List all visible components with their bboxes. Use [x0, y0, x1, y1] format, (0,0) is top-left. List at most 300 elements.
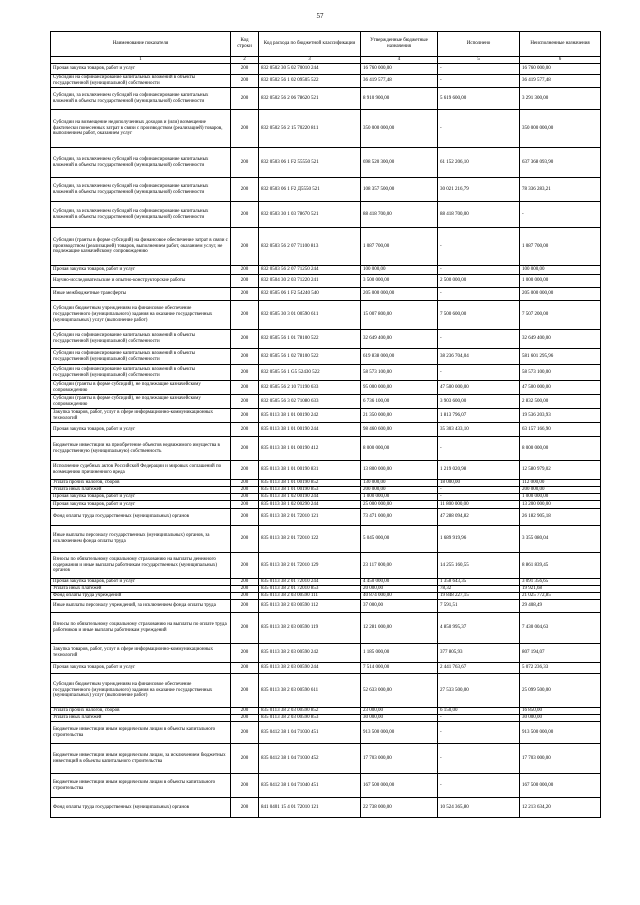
approved-amount-cell: 913 500 000,00 — [361, 722, 438, 744]
unexecuted-amount-cell: 32 649 400,00 — [520, 330, 601, 349]
indicator-name-cell: Субсидии (гранты в форме субсидий), не подлежащие казначейскому сопровождению — [51, 395, 231, 409]
indicator-name-cell: Фонд оплаты труда учреждений — [51, 593, 231, 600]
header-unexecuted: Неисполненные назначения — [520, 32, 601, 57]
indicator-name-cell: Субсидии, за исключением субсидий на софинансирование капитальных вложений в объекты государственной (муниципальной) собственности — [51, 178, 231, 202]
unexecuted-amount-cell: 21 025 772,85 — [520, 593, 601, 600]
line-code-cell: 200 — [231, 613, 259, 644]
table-row — [51, 579, 601, 586]
executed-amount-cell: 18 000,00 — [438, 480, 520, 487]
unexecuted-amount-cell: 3 355 080,04 — [520, 526, 601, 553]
table-row — [51, 349, 601, 365]
executed-amount-cell: 27 533 500,00 — [438, 674, 520, 708]
expense-code-cell: 832 0502 56 1 02 09505 522 — [259, 75, 361, 88]
line-code-cell: 200 — [231, 202, 259, 228]
line-code-cell: 200 — [231, 275, 259, 288]
executed-amount-cell: - — [438, 228, 520, 266]
line-code-cell: 200 — [231, 798, 259, 818]
executed-amount-cell: - — [438, 494, 520, 501]
line-code-cell: 200 — [231, 395, 259, 409]
table-row — [51, 64, 601, 75]
indicator-name-cell: Бюджетные инвестиции иным юридическим лицам, за исключением бюджетных инвестиций в объекты капитального строительства — [51, 744, 231, 774]
line-code-cell: 200 — [231, 266, 259, 275]
executed-amount-cell: 2 500 000,00 — [438, 275, 520, 288]
table-row — [51, 381, 601, 395]
table-row — [51, 423, 601, 437]
unexecuted-amount-cell: 7 507 200,00 — [520, 301, 601, 330]
table-row — [51, 586, 601, 593]
line-code-cell: 200 — [231, 674, 259, 708]
expense-code-cell: 835 0113 38 1 01 00190 242 — [259, 409, 361, 423]
table-row — [51, 330, 601, 349]
expense-code-cell: 835 0113 38 2 01 72010 853 — [259, 586, 361, 593]
executed-amount-cell: - — [438, 715, 520, 722]
executed-amount-cell: - — [438, 774, 520, 798]
table-row — [51, 228, 601, 266]
expense-code-cell: 832 0505 06 1 F2 54240 540 — [259, 288, 361, 301]
executed-amount-cell: 61 152 206,10 — [438, 148, 520, 178]
executed-amount-cell: - — [438, 365, 520, 381]
indicator-name-cell: Субсидии, за исключением субсидий на софинансирование капитальных вложений в объекты государственной (муниципальной) собственности — [51, 202, 231, 228]
line-code-cell: 200 — [231, 365, 259, 381]
indicator-name-cell: Уплата прочих налогов, сборов — [51, 480, 231, 487]
column-number: 3 — [259, 57, 361, 64]
unexecuted-amount-cell: 5 072 236,33 — [520, 663, 601, 674]
expense-code-cell: 835 0113 38 2 01 72010 244 — [259, 579, 361, 586]
column-number: 4 — [361, 57, 438, 64]
unexecuted-amount-cell: 2 832 500,00 — [520, 395, 601, 409]
expense-code-cell: 835 0113 38 2 03 00590 119 — [259, 613, 361, 644]
executed-amount-cell: 1 813 796,07 — [438, 409, 520, 423]
table-row — [51, 275, 601, 288]
line-code-cell: 200 — [231, 663, 259, 674]
expense-code-cell: 835 0113 38 2 03 00590 112 — [259, 600, 361, 613]
unexecuted-amount-cell: 58 573 100,00 — [520, 365, 601, 381]
indicator-name-cell: Прочая закупка товаров, работ и услуг — [51, 423, 231, 437]
approved-amount-cell: 17 703 000,00 — [361, 744, 438, 774]
approved-amount-cell: 167 500 000,00 — [361, 774, 438, 798]
unexecuted-amount-cell: 19 921,68 — [520, 586, 601, 593]
approved-amount-cell: 100 000,00 — [361, 266, 438, 275]
approved-amount-cell: 30 000,00 — [361, 715, 438, 722]
table-row — [51, 266, 601, 275]
approved-amount-cell: 1 087 700,00 — [361, 228, 438, 266]
unexecuted-amount-cell: 205 000 000,00 — [520, 288, 601, 301]
table-row — [51, 774, 601, 798]
table-row — [51, 644, 601, 663]
expense-code-cell: 832 0503 56 2 07 71100 813 — [259, 228, 361, 266]
approved-amount-cell: 200 000,00 — [361, 487, 438, 494]
unexecuted-amount-cell: 13 200 000,00 — [520, 501, 601, 509]
unexecuted-amount-cell: 29 408,49 — [520, 600, 601, 613]
approved-amount-cell: 22 738 000,00 — [361, 798, 438, 818]
expense-code-cell: 835 0113 38 1 02 00190 244 — [259, 494, 361, 501]
indicator-name-cell: Субсидии, за исключением субсидий на софинансирование капитальных вложений в объекты государственной (муниципальной) собственности — [51, 88, 231, 110]
indicator-name-cell: Иные выплаты персоналу учреждений, за исключением фонда оплаты труда — [51, 600, 231, 613]
header-executed: Исполнено — [438, 32, 520, 57]
indicator-name-cell: Уплата иных платежей — [51, 586, 231, 593]
indicator-name-cell: Субсидии (гранты в форме субсидий), не подлежащие казначейскому сопровождению — [51, 381, 231, 395]
unexecuted-amount-cell: 350 000 000,00 — [520, 110, 601, 148]
header-approved: Утвержденные бюджетные назначения — [361, 32, 438, 57]
line-code-cell: 200 — [231, 744, 259, 774]
expense-code-cell: 835 0113 38 1 01 00190 853 — [259, 487, 361, 494]
executed-amount-cell: - — [438, 722, 520, 744]
unexecuted-amount-cell: 16 850,00 — [520, 708, 601, 715]
expense-code-cell: 835 0113 38 2 01 72010 121 — [259, 509, 361, 526]
executed-amount-cell: 6 150,00 — [438, 708, 520, 715]
line-code-cell: 200 — [231, 553, 259, 579]
unexecuted-amount-cell: 913 500 000,00 — [520, 722, 601, 744]
approved-amount-cell: 95 000 000,00 — [361, 381, 438, 395]
unexecuted-amount-cell: 30 000,00 — [520, 715, 601, 722]
approved-amount-cell: 88 418 700,00 — [361, 202, 438, 228]
approved-amount-cell: 16 760 000,00 — [361, 64, 438, 75]
expense-code-cell: 835 0113 38 1 01 00190 852 — [259, 480, 361, 487]
indicator-name-cell: Иные межбюджетные трансферты — [51, 288, 231, 301]
table-row — [51, 674, 601, 708]
indicator-name-cell: Прочая закупка товаров, работ и услуг — [51, 579, 231, 586]
header-indicator-name: Наименование показателя — [51, 32, 231, 57]
indicator-name-cell: Научно-исследовательские и опытно-конструкторские работы — [51, 275, 231, 288]
table-row — [51, 75, 601, 88]
table-row — [51, 722, 601, 744]
approved-amount-cell: 52 633 000,00 — [361, 674, 438, 708]
indicator-name-cell: Исполнение судебных актов Российской Федерации и мировых соглашений по возмещению причиненного вреда — [51, 461, 231, 480]
unexecuted-amount-cell: 63 157 166,90 — [520, 423, 601, 437]
indicator-name-cell: Закупка товаров, работ, услуг в сфере информационно-коммуникационных технологий — [51, 409, 231, 423]
executed-amount-cell: 5 619 600,00 — [438, 88, 520, 110]
indicator-name-cell: Фонд оплаты труда государственных (муниципальных) органов — [51, 798, 231, 818]
line-code-cell: 200 — [231, 288, 259, 301]
approved-amount-cell: 37 000,00 — [361, 600, 438, 613]
line-code-cell: 200 — [231, 644, 259, 663]
unexecuted-amount-cell: 12 580 979,02 — [520, 461, 601, 480]
executed-amount-cell: 88 418 700,00 — [438, 202, 520, 228]
table-row — [51, 715, 601, 722]
unexecuted-amount-cell: 7 430 004,63 — [520, 613, 601, 644]
executed-amount-cell: 10 524 365,80 — [438, 798, 520, 818]
approved-amount-cell: 12 281 000,00 — [361, 613, 438, 644]
executed-amount-cell: - — [438, 266, 520, 275]
line-code-cell: 200 — [231, 708, 259, 715]
table-row — [51, 365, 601, 381]
unexecuted-amount-cell: 581 601 295,96 — [520, 349, 601, 365]
unexecuted-amount-cell: 100 000,00 — [520, 266, 601, 275]
approved-amount-cell: 4 450 000,00 — [361, 579, 438, 586]
indicator-name-cell: Бюджетные инвестиции иным юридическим лицам в объекты капитального строительства — [51, 722, 231, 744]
line-code-cell: 200 — [231, 423, 259, 437]
table-row — [51, 509, 601, 526]
table-header-row — [51, 32, 601, 57]
approved-amount-cell: 40 874 000,00 — [361, 593, 438, 600]
unexecuted-amount-cell: 637 368 093,90 — [520, 148, 601, 178]
line-code-cell: 200 — [231, 409, 259, 423]
executed-amount-cell: 14 255 160,55 — [438, 553, 520, 579]
indicator-name-cell: Уплата иных платежей — [51, 487, 231, 494]
indicator-name-cell: Субсидии, за исключением субсидий на софинансирование капитальных вложений в объекты государственной (муниципальной) собственности — [51, 148, 231, 178]
table-row — [51, 663, 601, 674]
budget-execution-table — [50, 31, 601, 818]
table-row — [51, 526, 601, 553]
expense-code-cell: 835 0113 38 1 01 00190 244 — [259, 423, 361, 437]
unexecuted-amount-cell: 26 182 905,18 — [520, 509, 601, 526]
line-code-cell: 200 — [231, 586, 259, 593]
unexecuted-amount-cell: 3 091 356,65 — [520, 579, 601, 586]
executed-amount-cell: 1 219 020,98 — [438, 461, 520, 480]
expense-code-cell: 835 0113 38 2 03 00590 853 — [259, 715, 361, 722]
expense-code-cell: 832 0505 56 1 02 78100 522 — [259, 349, 361, 365]
executed-amount-cell: - — [438, 75, 520, 88]
expense-code-cell: 835 0412 38 1 04 71040 451 — [259, 774, 361, 798]
indicator-name-cell: Прочая закупка товаров, работ и услуг — [51, 663, 231, 674]
executed-amount-cell: 38 236 704,04 — [438, 349, 520, 365]
line-code-cell: 200 — [231, 600, 259, 613]
table-row — [51, 88, 601, 110]
line-code-cell: 200 — [231, 330, 259, 349]
indicator-name-cell: Прочая закупка товаров, работ и услуг — [51, 494, 231, 501]
table-row — [51, 798, 601, 818]
line-code-cell: 200 — [231, 526, 259, 553]
column-number: 5 — [438, 57, 520, 64]
unexecuted-amount-cell: 112 000,00 — [520, 480, 601, 487]
indicator-name-cell: Бюджетные инвестиции на приобретение объектов недвижимого имущества в государственную (муниципальную) собственность — [51, 437, 231, 461]
unexecuted-amount-cell: 8 861 839,45 — [520, 553, 601, 579]
approved-amount-cell: 130 000,00 — [361, 480, 438, 487]
expense-code-cell: 835 0113 38 2 03 00590 242 — [259, 644, 361, 663]
indicator-name-cell: Взносы по обязательному социальному страхованию на выплаты по оплате труда работников и иные выплаты работникам учреждений — [51, 613, 231, 644]
header-line-code: Код строки — [231, 32, 259, 57]
table-row — [51, 487, 601, 494]
approved-amount-cell: 6 736 100,00 — [361, 395, 438, 409]
indicator-name-cell: Субсидии на возмещение недополученных доходов и (или) возмещение фактически понесенных затрат в связи с производством (реализацией) товаров, выполнением работ, оказанием услуг — [51, 110, 231, 148]
unexecuted-amount-cell: - — [520, 202, 601, 228]
approved-amount-cell: 3 500 000,00 — [361, 275, 438, 288]
unexecuted-amount-cell: 8 000 000,00 — [520, 437, 601, 461]
table-row — [51, 110, 601, 148]
unexecuted-amount-cell: 78 336 283,21 — [520, 178, 601, 202]
indicator-name-cell: Субсидии на софинансирование капитальных вложений в объекты государственной (муниципальной) собственности — [51, 330, 231, 349]
expense-code-cell: 832 0502 56 2 15 70220 811 — [259, 110, 361, 148]
expense-code-cell: 835 0113 38 1 01 00190 412 — [259, 437, 361, 461]
table-row — [51, 501, 601, 509]
approved-amount-cell: 108 357 500,00 — [361, 178, 438, 202]
table-row — [51, 494, 601, 501]
unexecuted-amount-cell: 807 194,07 — [520, 644, 601, 663]
indicator-name-cell: Закупка товаров, работ, услуг в сфере информационно-коммуникационных технологий — [51, 644, 231, 663]
executed-amount-cell: - — [438, 110, 520, 148]
expense-code-cell: 835 0113 38 2 03 00590 111 — [259, 593, 361, 600]
executed-amount-cell: 47 288 094,82 — [438, 509, 520, 526]
executed-amount-cell: 19 848 227,15 — [438, 593, 520, 600]
expense-code-cell: 841 0401 15 4 01 72010 121 — [259, 798, 361, 818]
line-code-cell: 200 — [231, 148, 259, 178]
executed-amount-cell: 30 021 216,79 — [438, 178, 520, 202]
executed-amount-cell: 377 805,93 — [438, 644, 520, 663]
approved-amount-cell: 8 000 000,00 — [361, 437, 438, 461]
column-number: 2 — [231, 57, 259, 64]
table-row — [51, 461, 601, 480]
expense-code-cell: 832 0505 56 1 01 78100 522 — [259, 330, 361, 349]
approved-amount-cell: 20 000,00 — [361, 586, 438, 593]
expense-code-cell: 832 0504 30 2 03 71220 241 — [259, 275, 361, 288]
table-row — [51, 202, 601, 228]
indicator-name-cell: Субсидии на софинансирование капитальных вложений в объекты государственной (муниципальной) собственности — [51, 365, 231, 381]
line-code-cell: 200 — [231, 461, 259, 480]
approved-amount-cell: 1 000 000,00 — [361, 494, 438, 501]
line-code-cell: 200 — [231, 349, 259, 365]
expense-code-cell: 832 0505 56 3 02 71080 633 — [259, 395, 361, 409]
approved-amount-cell: 25 000 000,00 — [361, 501, 438, 509]
line-code-cell: 200 — [231, 593, 259, 600]
executed-amount-cell: 4 850 995,37 — [438, 613, 520, 644]
table-row — [51, 600, 601, 613]
expense-code-cell: 832 0503 06 1 F2 55550 521 — [259, 148, 361, 178]
executed-amount-cell: - — [438, 487, 520, 494]
expense-code-cell: 832 0503 30 1 03 78670 521 — [259, 202, 361, 228]
table-row — [51, 148, 601, 178]
approved-amount-cell: 58 573 100,00 — [361, 365, 438, 381]
executed-amount-cell: - — [438, 330, 520, 349]
line-code-cell: 200 — [231, 110, 259, 148]
approved-amount-cell: 73 471 000,00 — [361, 509, 438, 526]
line-code-cell: 200 — [231, 715, 259, 722]
line-code-cell: 200 — [231, 437, 259, 461]
table-row — [51, 395, 601, 409]
line-code-cell: 200 — [231, 88, 259, 110]
line-code-cell: 200 — [231, 487, 259, 494]
approved-amount-cell: 21 350 000,00 — [361, 409, 438, 423]
executed-amount-cell: 78,32 — [438, 586, 520, 593]
executed-amount-cell: - — [438, 744, 520, 774]
table-body — [51, 64, 601, 818]
unexecuted-amount-cell: 1 000 000,00 — [520, 494, 601, 501]
approved-amount-cell: 7 514 000,00 — [361, 663, 438, 674]
line-code-cell: 200 — [231, 228, 259, 266]
expense-code-cell: 832 0505 56 2 10 71190 633 — [259, 381, 361, 395]
expense-code-cell: 832 0505 56 1 G5 52430 522 — [259, 365, 361, 381]
unexecuted-amount-cell: 17 703 000,00 — [520, 744, 601, 774]
line-code-cell: 200 — [231, 579, 259, 586]
approved-amount-cell: 98 460 600,00 — [361, 423, 438, 437]
table-row — [51, 480, 601, 487]
indicator-name-cell: Субсидии бюджетным учреждениям на финансовое обеспечение государственного (муниципального) задания на оказание государственных (муниципальных) услуг (выполнение работ) — [51, 674, 231, 708]
indicator-name-cell: Фонд оплаты труда государственных (муниципальных) органов — [51, 509, 231, 526]
unexecuted-amount-cell: 1 087 700,00 — [520, 228, 601, 266]
approved-amount-cell: 23 117 000,00 — [361, 553, 438, 579]
table-row — [51, 409, 601, 423]
expense-code-cell: 835 0113 38 2 01 72010 129 — [259, 553, 361, 579]
approved-amount-cell: 205 000 000,00 — [361, 288, 438, 301]
table-row — [51, 301, 601, 330]
table-row — [51, 553, 601, 579]
line-code-cell: 200 — [231, 381, 259, 395]
executed-amount-cell: - — [438, 437, 520, 461]
approved-amount-cell: 36 419 577,48 — [361, 75, 438, 88]
indicator-name-cell: Уплата прочих налогов, сборов — [51, 708, 231, 715]
unexecuted-amount-cell: 16 760 000,00 — [520, 64, 601, 75]
table-row — [51, 744, 601, 774]
expense-code-cell: 832 0502 30 5 02 70010 244 — [259, 64, 361, 75]
expense-code-cell: 832 0503 06 1 F2 Д5550 521 — [259, 178, 361, 202]
unexecuted-amount-cell: 1 000 000,00 — [520, 275, 601, 288]
approved-amount-cell: 1 185 000,00 — [361, 644, 438, 663]
unexecuted-amount-cell: 25 099 500,00 — [520, 674, 601, 708]
approved-amount-cell: 15 007 800,00 — [361, 301, 438, 330]
expense-code-cell: 835 0412 38 1 04 71030 451 — [259, 722, 361, 744]
table-row — [51, 708, 601, 715]
indicator-name-cell: Иные выплаты персоналу государственных (муниципальных) органов, за исключением фонда оплаты труда — [51, 526, 231, 553]
line-code-cell: 200 — [231, 722, 259, 744]
approved-amount-cell: 8 910 900,00 — [361, 88, 438, 110]
unexecuted-amount-cell: 19 536 203,93 — [520, 409, 601, 423]
executed-amount-cell: 11 800 000,00 — [438, 501, 520, 509]
table-row — [51, 288, 601, 301]
indicator-name-cell: Субсидии (гранты в форме субсидий) на финансовое обеспечение затрат в связи с производством (реализацией) товаров, выполнением работ, оказанием услуг, не подлежащие казначейскому сопровождению — [51, 228, 231, 266]
table-row — [51, 593, 601, 600]
approved-amount-cell: 13 800 000,00 — [361, 461, 438, 480]
indicator-name-cell: Прочая закупка товаров, работ и услуг — [51, 501, 231, 509]
indicator-name-cell: Прочая закупка товаров, работ и услуг — [51, 266, 231, 275]
line-code-cell: 200 — [231, 64, 259, 75]
executed-amount-cell: 7 591,51 — [438, 600, 520, 613]
column-number: 1 — [51, 57, 231, 64]
approved-amount-cell: 32 649 400,00 — [361, 330, 438, 349]
expense-code-cell: 832 0505 30 3 01 00590 611 — [259, 301, 361, 330]
unexecuted-amount-cell: 200 000,00 — [520, 487, 601, 494]
expense-code-cell: 835 0113 38 1 02 00290 244 — [259, 501, 361, 509]
executed-amount-cell: 2 441 763,67 — [438, 663, 520, 674]
executed-amount-cell: 1 358 643,35 — [438, 579, 520, 586]
executed-amount-cell: - — [438, 64, 520, 75]
table-row — [51, 437, 601, 461]
expense-code-cell: 835 0113 38 2 03 00590 244 — [259, 663, 361, 674]
unexecuted-amount-cell: 3 291 300,00 — [520, 88, 601, 110]
indicator-name-cell: Субсидии на софинансирование капитальных вложений в объекты государственной (муниципальной) собственности — [51, 75, 231, 88]
executed-amount-cell: 7 500 600,00 — [438, 301, 520, 330]
unexecuted-amount-cell: 47 500 000,00 — [520, 381, 601, 395]
expense-code-cell: 835 0113 38 2 03 00590 611 — [259, 674, 361, 708]
approved-amount-cell: 619 838 000,00 — [361, 349, 438, 365]
unexecuted-amount-cell: 12 213 634,20 — [520, 798, 601, 818]
executed-amount-cell: 3 903 600,00 — [438, 395, 520, 409]
line-code-cell: 200 — [231, 480, 259, 487]
line-code-cell: 200 — [231, 301, 259, 330]
approved-amount-cell: 350 000 000,00 — [361, 110, 438, 148]
header-expense-code: Код расхода по бюджетной классификации — [259, 32, 361, 57]
expense-code-cell: 832 0502 56 2 06 78620 521 — [259, 88, 361, 110]
approved-amount-cell: 698 520 300,00 — [361, 148, 438, 178]
indicator-name-cell: Бюджетные инвестиции иным юридическим лицам в объекты капитального строительства — [51, 774, 231, 798]
executed-amount-cell: 1 689 919,96 — [438, 526, 520, 553]
page-number: 57 — [316, 12, 324, 20]
executed-amount-cell: 47 500 000,00 — [438, 381, 520, 395]
approved-amount-cell: 23 000,00 — [361, 708, 438, 715]
expense-code-cell: 835 0113 38 2 03 00590 852 — [259, 708, 361, 715]
expense-code-cell: 835 0412 38 1 04 71030 452 — [259, 744, 361, 774]
table-row — [51, 178, 601, 202]
indicator-name-cell: Взносы по обязательному социальному страхованию на выплаты денежного содержания и иные выплаты работникам государственных (муниципальных) органов — [51, 553, 231, 579]
column-number: 6 — [520, 57, 601, 64]
indicator-name-cell: Субсидии на софинансирование капитальных вложений в объекты государственной (муниципальной) собственности — [51, 349, 231, 365]
indicator-name-cell: Прочая закупка товаров, работ и услуг — [51, 64, 231, 75]
table-row — [51, 613, 601, 644]
line-code-cell: 200 — [231, 75, 259, 88]
line-code-cell: 200 — [231, 494, 259, 501]
expense-code-cell: 835 0113 38 2 01 72010 122 — [259, 526, 361, 553]
line-code-cell: 200 — [231, 774, 259, 798]
expense-code-cell: 832 0503 56 2 07 71250 244 — [259, 266, 361, 275]
line-code-cell: 200 — [231, 509, 259, 526]
